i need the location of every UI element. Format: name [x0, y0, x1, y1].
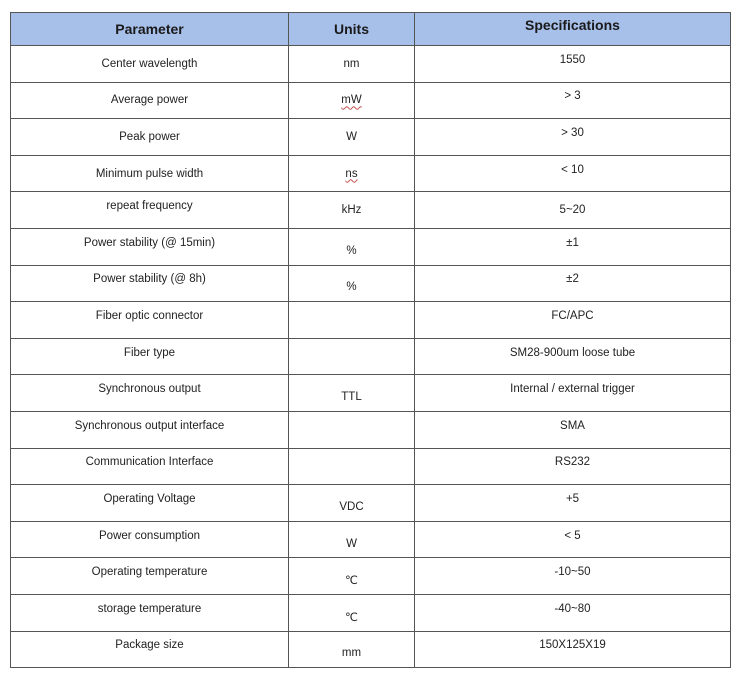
unit-cell	[289, 594, 415, 631]
parameter-cell	[11, 411, 289, 448]
unit-cell	[289, 302, 415, 339]
parameter-text: Operating temperature	[91, 566, 208, 579]
parameter-cell	[11, 46, 289, 83]
table-row	[11, 228, 731, 265]
spec-text: FC/APC	[551, 309, 594, 322]
table-row	[11, 155, 731, 192]
parameter-text: Peak power	[119, 130, 180, 143]
unit-text: W	[346, 537, 357, 550]
spec-cell	[415, 228, 731, 265]
spec-cell	[415, 82, 731, 119]
unit-text: W	[346, 130, 357, 143]
spec-cell	[415, 558, 731, 595]
unit-cell	[289, 375, 415, 412]
unit-text: nm	[343, 57, 360, 70]
spec-text: ±1	[566, 236, 579, 249]
unit-cell	[289, 192, 415, 229]
parameter-text: repeat frequency	[106, 200, 193, 213]
table-row	[11, 411, 731, 448]
spec-table-container	[10, 12, 731, 668]
parameter-cell	[11, 228, 289, 265]
parameter-text: Synchronous output	[98, 383, 201, 396]
unit-text: ℃	[345, 575, 358, 588]
table-row	[11, 631, 731, 668]
unit-cell	[289, 155, 415, 192]
table-row	[11, 46, 731, 83]
spec-text: RS232	[554, 456, 591, 469]
table-row	[11, 485, 731, 522]
unit-text: mW	[341, 94, 362, 107]
unit-text: TTL	[341, 391, 362, 404]
unit-cell	[289, 338, 415, 375]
parameter-cell	[11, 375, 289, 412]
unit-cell	[289, 119, 415, 156]
spec-cell	[415, 302, 731, 339]
unit-text: %	[346, 281, 357, 294]
units-header: Units	[289, 13, 415, 46]
unit-cell	[289, 46, 415, 83]
unit-cell	[289, 411, 415, 448]
parameter-cell	[11, 265, 289, 302]
table-row	[11, 594, 731, 631]
spec-cell	[415, 521, 731, 558]
parameter-text: Center wavelength	[101, 57, 198, 70]
unit-cell	[289, 631, 415, 668]
spec-cell	[415, 192, 731, 229]
spec-cell	[415, 594, 731, 631]
table-row	[11, 302, 731, 339]
table-row	[11, 82, 731, 119]
parameter-cell	[11, 521, 289, 558]
unit-text: VDC	[339, 500, 364, 513]
table-row	[11, 265, 731, 302]
parameter-cell	[11, 155, 289, 192]
parameter-cell	[11, 82, 289, 119]
unit-cell	[289, 558, 415, 595]
specifications-table	[10, 12, 731, 668]
spec-text: Internal / external trigger	[510, 383, 635, 396]
spec-cell	[415, 338, 731, 375]
table-row	[11, 338, 731, 375]
spec-text: ±2	[566, 273, 579, 286]
table-row	[11, 192, 731, 229]
unit-text: %	[346, 244, 357, 257]
unit-text: ℃	[345, 611, 358, 624]
spec-text: +5	[565, 492, 580, 505]
spec-cell	[415, 485, 731, 522]
parameter-text: Communication Interface	[85, 456, 214, 469]
spec-text: > 30	[561, 126, 584, 139]
specifications-header	[415, 13, 731, 46]
parameter-cell	[11, 302, 289, 339]
parameter-header: Parameter	[11, 13, 289, 46]
spec-cell	[415, 155, 731, 192]
spec-cell	[415, 265, 731, 302]
unit-cell	[289, 82, 415, 119]
table-row	[11, 448, 731, 485]
parameter-cell	[11, 558, 289, 595]
unit-text: ns	[345, 167, 358, 180]
parameter-text: Fiber type	[123, 346, 176, 359]
spec-cell	[415, 411, 731, 448]
parameter-cell	[11, 448, 289, 485]
spec-text: -10~50	[554, 566, 591, 579]
unit-cell	[289, 485, 415, 522]
parameter-cell	[11, 119, 289, 156]
parameter-cell	[11, 192, 289, 229]
parameter-text: Minimum pulse width	[95, 167, 204, 180]
specifications-header-text: Specifications	[525, 17, 620, 33]
parameter-text: Power stability (@ 8h)	[93, 273, 206, 286]
spec-cell	[415, 448, 731, 485]
spec-text: < 5	[564, 529, 581, 542]
spec-text: > 3	[564, 90, 581, 103]
spec-text: 150X125X19	[539, 639, 606, 652]
spec-text: SMA	[560, 419, 585, 432]
unit-cell	[289, 265, 415, 302]
unit-cell	[289, 521, 415, 558]
parameter-text: Power stability (@ 15min)	[83, 236, 216, 249]
spec-text: 5~20	[559, 204, 586, 217]
unit-text: kHz	[341, 204, 362, 217]
spec-cell	[415, 631, 731, 668]
parameter-text: Package size	[115, 639, 184, 652]
parameter-text: Power consumption	[99, 529, 200, 542]
table-row	[11, 375, 731, 412]
parameter-cell	[11, 594, 289, 631]
parameter-cell	[11, 338, 289, 375]
table-row	[11, 521, 731, 558]
spec-text: -40~80	[554, 602, 591, 615]
parameter-text: storage temperature	[97, 602, 202, 615]
parameter-cell	[11, 485, 289, 522]
spec-text: SM28-900um loose tube	[509, 346, 636, 359]
spec-text: < 10	[561, 163, 584, 176]
parameter-cell	[11, 631, 289, 668]
parameter-text: Synchronous output interface	[74, 419, 225, 432]
table-row	[11, 558, 731, 595]
parameter-text: Operating Voltage	[103, 492, 196, 505]
table-row	[11, 119, 731, 156]
spec-text: 1550	[559, 53, 586, 66]
unit-cell	[289, 448, 415, 485]
parameter-text: Fiber optic connector	[95, 309, 204, 322]
unit-cell	[289, 228, 415, 265]
spec-cell	[415, 375, 731, 412]
header-row	[11, 13, 731, 46]
spec-cell	[415, 119, 731, 156]
spec-cell	[415, 46, 731, 83]
unit-text: mm	[341, 647, 362, 660]
parameter-text: Average power	[110, 94, 189, 107]
